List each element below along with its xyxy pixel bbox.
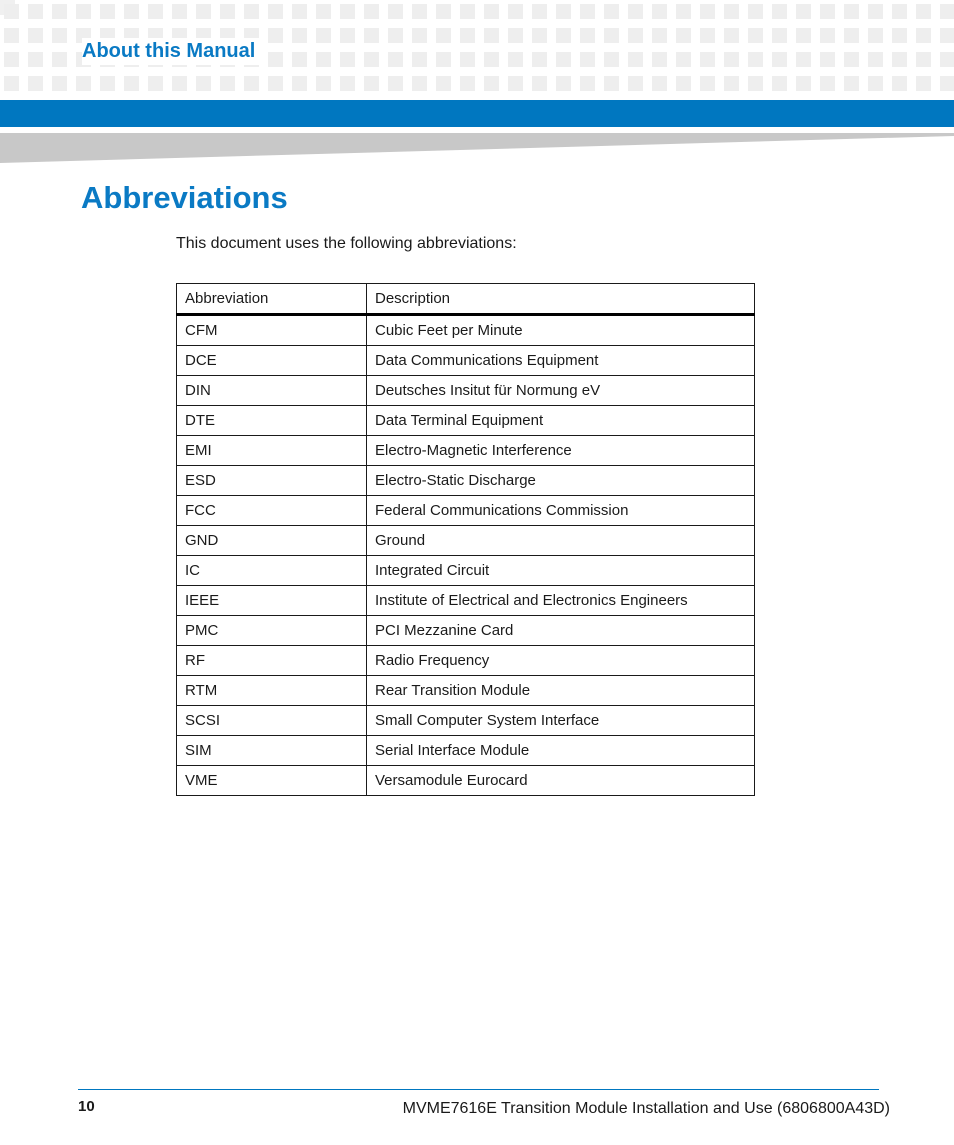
abbreviation-cell: SIM bbox=[177, 736, 367, 766]
abbreviation-cell: PMC bbox=[177, 616, 367, 646]
description-cell: Rear Transition Module bbox=[367, 676, 755, 706]
abbreviation-cell: GND bbox=[177, 526, 367, 556]
table-row bbox=[177, 436, 755, 466]
description-cell: Cubic Feet per Minute bbox=[367, 315, 755, 346]
abbreviation-cell: IEEE bbox=[177, 586, 367, 616]
description-cell: Small Computer System Interface bbox=[367, 706, 755, 736]
table-row bbox=[177, 676, 755, 706]
table-row bbox=[177, 315, 755, 346]
table-row bbox=[177, 406, 755, 436]
table-row bbox=[177, 616, 755, 646]
column-header-abbreviation: Abbreviation bbox=[177, 284, 367, 315]
description-cell: Radio Frequency bbox=[367, 646, 755, 676]
table-header-row bbox=[177, 284, 755, 315]
abbreviation-cell: IC bbox=[177, 556, 367, 586]
description-cell: Ground bbox=[367, 526, 755, 556]
table-row bbox=[177, 496, 755, 526]
description-cell: Data Terminal Equipment bbox=[367, 406, 755, 436]
table-row bbox=[177, 526, 755, 556]
description-cell: Deutsches Insitut für Normung eV bbox=[367, 376, 755, 406]
description-cell: Electro-Static Discharge bbox=[367, 466, 755, 496]
header-gray-wedge bbox=[0, 127, 954, 163]
page-title: Abbreviations bbox=[81, 180, 288, 215]
description-cell: Integrated Circuit bbox=[367, 556, 755, 586]
table-row bbox=[177, 346, 755, 376]
abbreviation-cell: DCE bbox=[177, 346, 367, 376]
abbreviation-cell: DTE bbox=[177, 406, 367, 436]
table-row bbox=[177, 706, 755, 736]
header-blue-band bbox=[0, 100, 954, 127]
table-row bbox=[177, 736, 755, 766]
table-row bbox=[177, 466, 755, 496]
abbreviation-cell: DIN bbox=[177, 376, 367, 406]
document-title: MVME7616E Transition Module Installation and Use (6806800A43D) bbox=[402, 1100, 890, 1117]
abbreviation-cell: RTM bbox=[177, 676, 367, 706]
description-cell: PCI Mezzanine Card bbox=[367, 616, 755, 646]
description-cell: Data Communications Equipment bbox=[367, 346, 755, 376]
table-row bbox=[177, 766, 755, 796]
abbreviation-cell: VME bbox=[177, 766, 367, 796]
description-cell: Versamodule Eurocard bbox=[367, 766, 755, 796]
description-cell: Serial Interface Module bbox=[367, 736, 755, 766]
abbreviation-cell: ESD bbox=[177, 466, 367, 496]
footer-divider bbox=[78, 1089, 879, 1090]
table-row bbox=[177, 556, 755, 586]
table-row bbox=[177, 646, 755, 676]
abbreviations-table bbox=[176, 283, 755, 796]
abbreviation-cell: EMI bbox=[177, 436, 367, 466]
column-header-description: Description bbox=[367, 284, 755, 315]
page-number: 10 bbox=[78, 1098, 95, 1115]
section-title: About this Manual bbox=[82, 38, 259, 65]
abbreviation-cell: SCSI bbox=[177, 706, 367, 736]
abbreviation-cell: CFM bbox=[177, 315, 367, 346]
table-row bbox=[177, 586, 755, 616]
intro-text: This document uses the following abbreviations: bbox=[176, 235, 517, 252]
description-cell: Institute of Electrical and Electronics Engineers bbox=[367, 586, 755, 616]
abbreviation-cell: RF bbox=[177, 646, 367, 676]
table-row bbox=[177, 376, 755, 406]
description-cell: Federal Communications Commission bbox=[367, 496, 755, 526]
abbreviation-cell: FCC bbox=[177, 496, 367, 526]
description-cell: Electro-Magnetic Interference bbox=[367, 436, 755, 466]
